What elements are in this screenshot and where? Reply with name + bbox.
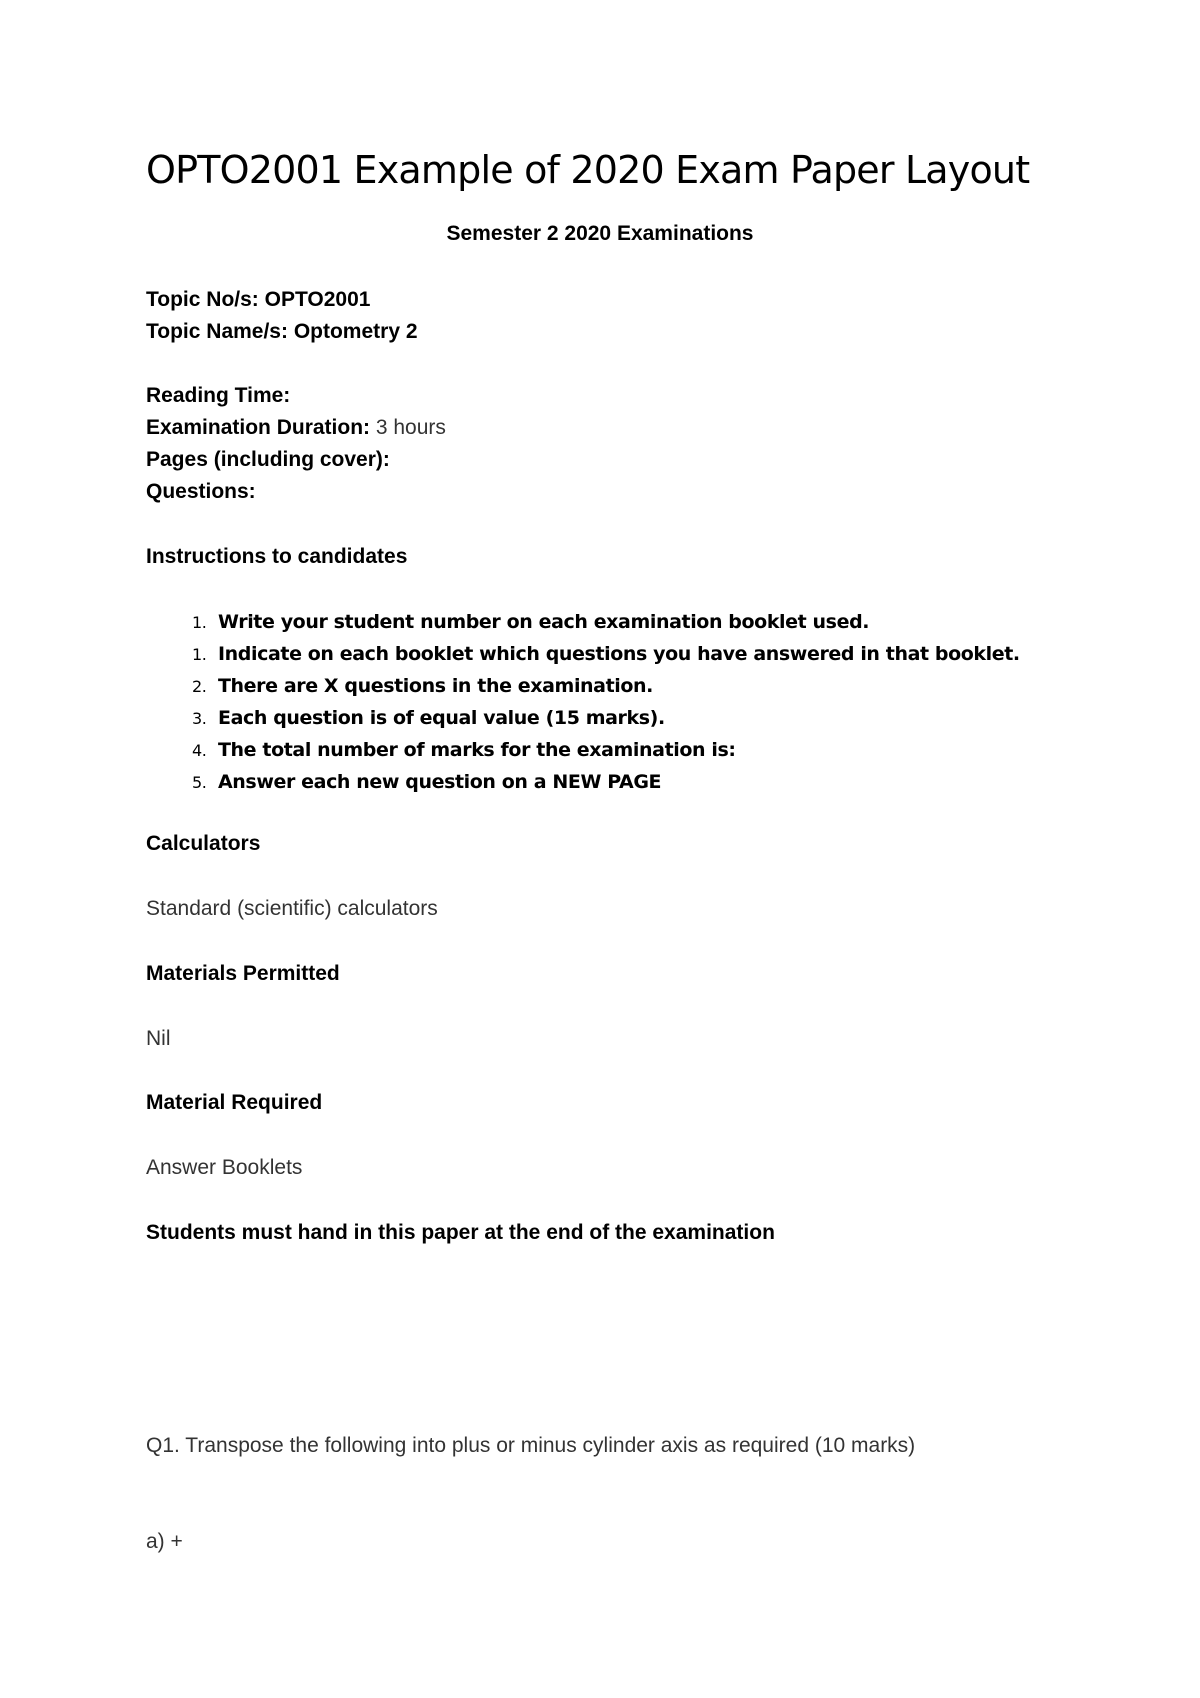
- page-title: OPTO2001 Example of 2020 Exam Paper Layout: [146, 148, 1030, 192]
- instruction-number: 4.: [192, 741, 207, 760]
- instruction-text: Each question is of equal value (15 marks).: [218, 707, 665, 729]
- instruction-text: Indicate on each booklet which questions you have answered in that booklet.: [218, 643, 1020, 665]
- exam-duration: [146, 416, 446, 440]
- question-1-part-a: a) +: [146, 1530, 183, 1553]
- topic-name-value: Optometry 2: [293, 320, 418, 343]
- instruction-number: 1.: [192, 613, 207, 632]
- instruction-item: [146, 611, 869, 633]
- hand-in-notice: Students must hand in this paper at the end of the examination: [146, 1221, 775, 1244]
- reading-time-label: Reading Time:: [146, 384, 291, 407]
- topic-number: [146, 288, 370, 312]
- pages-label: Pages (including cover):: [146, 448, 390, 471]
- question-1-text: Q1. Transpose the following into plus or minus cylinder axis as required (10 marks): [146, 1434, 916, 1457]
- instructions-heading: Instructions to candidates: [146, 545, 408, 568]
- exam-duration-label: Examination Duration:: [146, 416, 376, 439]
- questions-label: Questions:: [146, 480, 256, 503]
- instruction-number: 2.: [192, 677, 207, 696]
- materials-permitted-heading: Materials Permitted: [146, 962, 340, 985]
- instruction-item: [146, 707, 665, 729]
- instruction-text: The total number of marks for the examination is:: [218, 739, 736, 761]
- instruction-number: 5.: [192, 773, 207, 792]
- instruction-text: Answer each new question on a NEW PAGE: [218, 771, 662, 793]
- instruction-item: [146, 675, 653, 697]
- material-required-value: Answer Booklets: [146, 1156, 303, 1179]
- instruction-item: [146, 643, 1020, 665]
- calculators-value: Standard (scientific) calculators: [146, 897, 438, 920]
- exam-subtitle: Semester 2 2020 Examinations: [446, 222, 754, 245]
- instruction-text: There are X questions in the examination.: [218, 675, 653, 697]
- exam-duration-value: 3 hours: [375, 416, 446, 439]
- topic-name-label: Topic Name/s:: [146, 320, 294, 343]
- instruction-number: 3.: [192, 709, 207, 728]
- topic-name: [146, 320, 418, 344]
- instruction-number: 1.: [192, 645, 207, 664]
- calculators-heading: Calculators: [146, 832, 261, 855]
- topic-number-value: OPTO2001: [264, 288, 371, 311]
- instruction-item: [146, 771, 661, 793]
- instruction-item: [146, 739, 736, 761]
- instruction-text: Write your student number on each examination booklet used.: [218, 611, 870, 633]
- materials-permitted-value: Nil: [146, 1027, 171, 1050]
- topic-number-label: Topic No/s:: [146, 288, 265, 311]
- material-required-heading: Material Required: [146, 1091, 323, 1114]
